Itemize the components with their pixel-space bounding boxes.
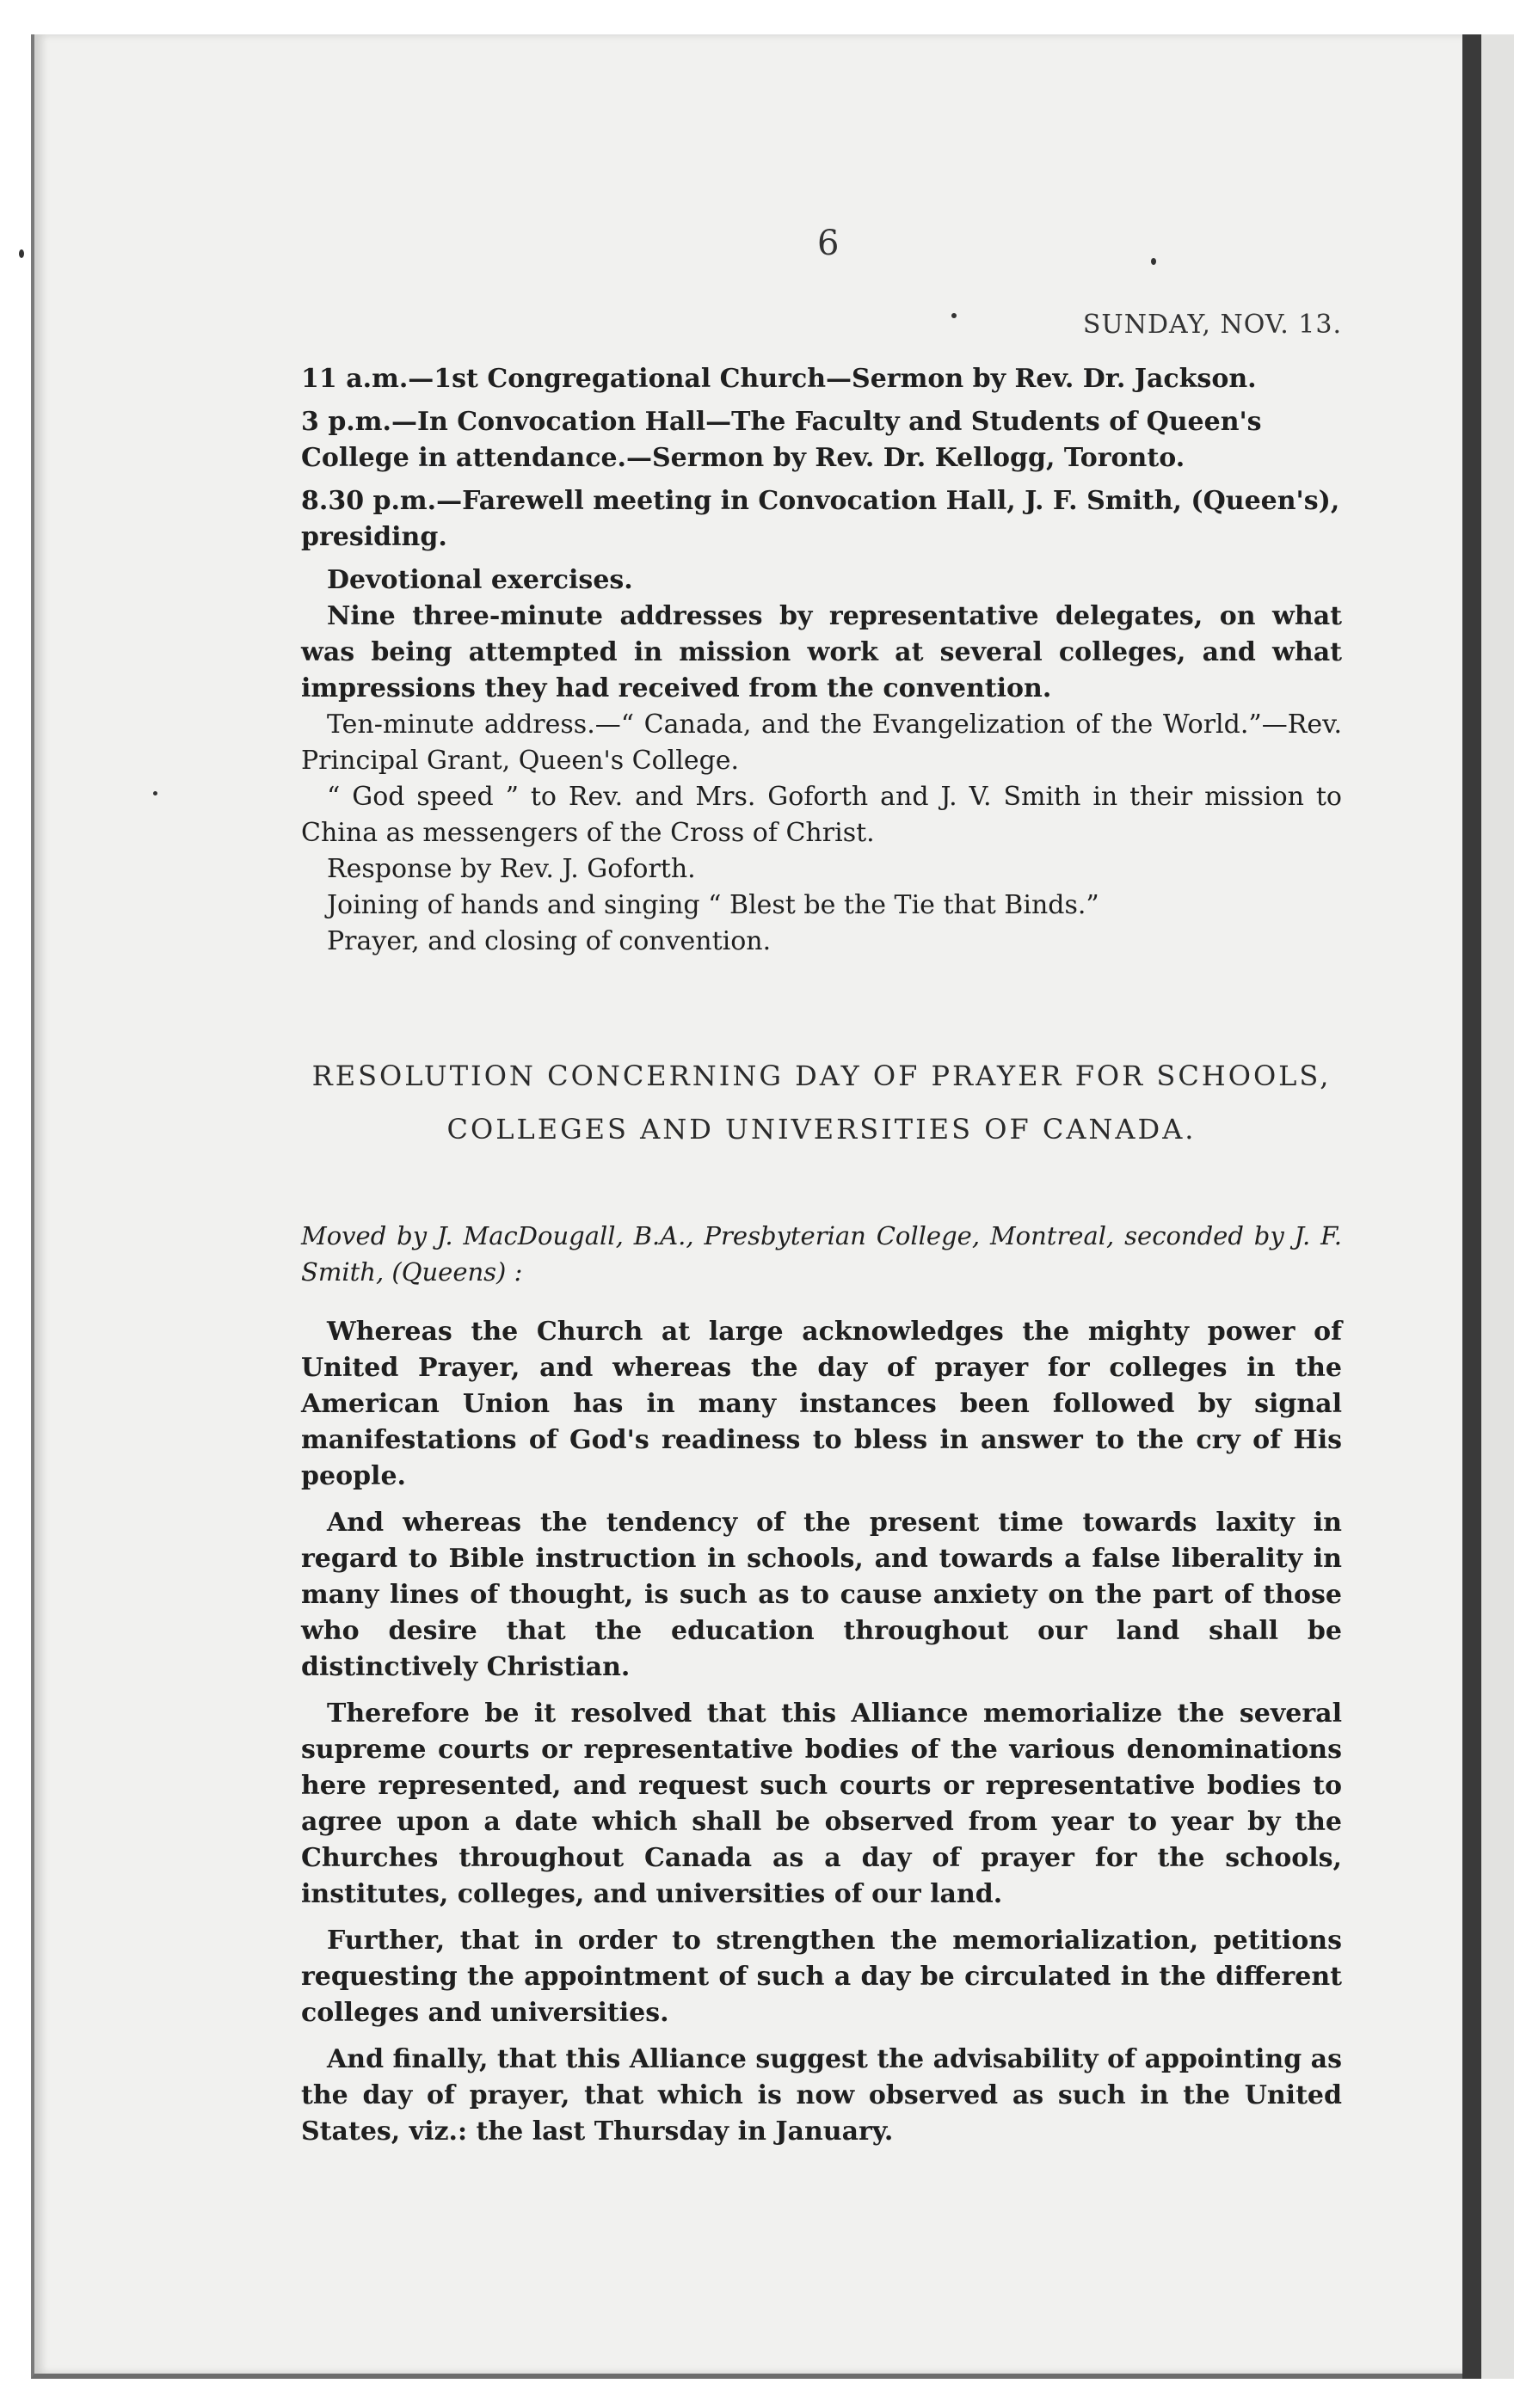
ink-speck — [19, 249, 24, 258]
document-page — [301, 215, 1342, 2322]
program-item: Devotional exercises. — [327, 565, 633, 595]
ink-speck — [153, 791, 157, 796]
date-heading: SUNDAY, NOV. 13. — [1082, 310, 1342, 340]
schedule-item — [301, 404, 1342, 476]
resolution-title-line-1: RESOLUTION CONCERNING DAY OF PRAYER FOR SCHOOLS, — [311, 1060, 1332, 1092]
resolution-paragraph: Therefore be it resolved that this Alliance memorialize the several supreme courts or representative bodies of the various denominations here represented, and request such courts or representative bodies to agree upon a date which shall be observed from year to year by the Churches throughout Canada as a day of prayer for the schools, institutes, colleges, and universities of our land. — [301, 1698, 1342, 1909]
program-item: Response by Rev. J. Goforth. — [327, 854, 696, 884]
page-edge-shadow — [1462, 34, 1481, 2379]
program-item: Nine three-minute addresses by representative delegates, on what was being attempted in mission work at several colleges, and what impressions they had received from the convention. — [301, 601, 1342, 703]
resolution-section — [301, 1049, 1342, 2160]
schedule-item — [301, 483, 1342, 556]
schedule-text: —Farewell meeting in Convocation Hall, J. F. Smith, (Queen's), presiding. — [301, 486, 1340, 552]
schedule-item — [301, 361, 1342, 397]
resolution-paragraph: Further, that in order to strengthen the memorialization, petitions requesting the appointment of such a day be circulated in the different colleges and universities. — [301, 1926, 1342, 2028]
resolution-paragraph: And finally, that this Alliance suggest the advisability of appointing as the day of prayer, that which is now observed as such in the United States, viz.: the last Thursday in January. — [301, 2044, 1342, 2147]
schedule-time: 8.30 p.m. — [301, 486, 437, 516]
schedule-text: —1st Congregational Church—Sermon by Rev. Dr. Jackson. — [408, 364, 1257, 394]
resolution-title-line-2: COLLEGES AND UNIVERSITIES OF CANADA. — [446, 1113, 1197, 1146]
schedule-time: 11 a.m. — [301, 364, 409, 394]
moved-by-line: Moved by J. MacDougall, B.A., Presbyterian College, Montreal, seconded by J. F. Smith, (Queens) : — [301, 1221, 1342, 1287]
program-item: Prayer, and closing of convention. — [327, 926, 772, 956]
adjacent-page-strip — [1481, 34, 1514, 2379]
program-item: Ten-minute address.—“ Canada, and the Evangelization of the World.”—Rev. Principal Grant, Queen's College. — [301, 710, 1342, 776]
schedule-text: —In Convocation Hall—The Faculty and Students of Queen's College in attendance.—Sermon by Rev. Dr. Kellogg, Toronto. — [301, 407, 1262, 473]
page-number: 6 — [817, 224, 840, 263]
program-item: “ God speed ” to Rev. and Mrs. Goforth and J. V. Smith in their mission to China as messengers of the Cross of Christ. — [301, 782, 1342, 848]
resolution-body — [301, 1314, 1342, 2150]
program-item: Joining of hands and singing “ Blest be the Tie that Binds.” — [327, 890, 1099, 920]
resolution-paragraph: Whereas the Church at large acknowledges the mighty power of United Prayer, and whereas the day of prayer for colleges in the American Union has in many instances been followed by signal manifestations of God's readiness to bless in answer to the cry of His people. — [301, 1317, 1342, 1491]
schedule-time: 3 p.m. — [301, 407, 391, 437]
resolution-paragraph: And whereas the tendency of the present time towards laxity in regard to Bible instruction in schools, and towards a false liberality in many lines of thought, is such as to cause anxiety on the part of those who desire that the education throughout our land shall be distinctively Christian. — [301, 1508, 1342, 1682]
schedule-section — [301, 361, 1342, 960]
